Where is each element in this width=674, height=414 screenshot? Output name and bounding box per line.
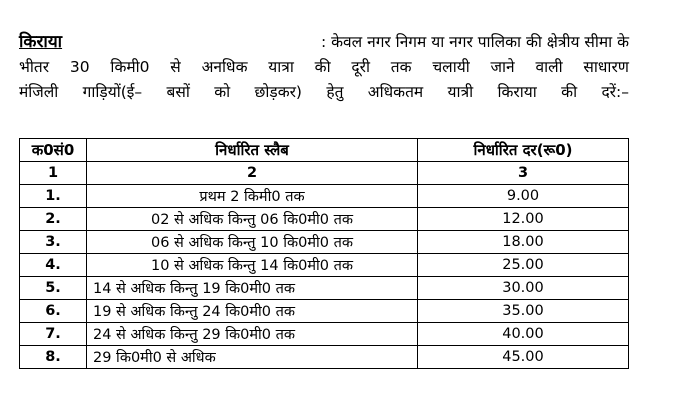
fare-table xyxy=(19,138,629,369)
column-number-1: 1 xyxy=(20,162,87,185)
intro-line-3: मंजिली गाड़ियों(ई– बसों को छोड़कर) हेतु अधिकतम यात्री किराया की दरें:– xyxy=(19,83,629,101)
column-number-3: 3 xyxy=(418,162,629,185)
row-slab: 02 से अधिक किन्तु 06 कि0मी0 तक xyxy=(87,208,418,231)
table-row xyxy=(20,346,629,369)
row-slab: 19 से अधिक किन्तु 24 कि0मी0 तक xyxy=(87,300,418,323)
intro-line-1 xyxy=(19,30,629,55)
row-slab: प्रथम 2 किमी0 तक xyxy=(87,185,418,208)
intro-paragraph xyxy=(19,30,629,105)
intro-line-1-text: : केवल नगर निगम या नगर पालिका की क्षेत्रीय सीमा के xyxy=(320,33,629,51)
row-serial: 5. xyxy=(20,277,87,300)
row-rate: 35.00 xyxy=(418,300,629,323)
row-rate: 45.00 xyxy=(418,346,629,369)
header-rate: निर्धारित दर(रू0) xyxy=(418,139,629,162)
row-serial: 6. xyxy=(20,300,87,323)
header-serial: क0सं0 xyxy=(20,139,87,162)
column-number-2: 2 xyxy=(87,162,418,185)
table-header-row xyxy=(20,139,629,162)
row-serial: 2. xyxy=(20,208,87,231)
row-serial: 3. xyxy=(20,231,87,254)
section-heading: किराया xyxy=(19,32,63,52)
row-slab: 14 से अधिक किन्तु 19 कि0मी0 तक xyxy=(87,277,418,300)
table-row xyxy=(20,208,629,231)
table-row xyxy=(20,185,629,208)
row-slab: 06 से अधिक किन्तु 10 कि0मी0 तक xyxy=(87,231,418,254)
row-rate: 9.00 xyxy=(418,185,629,208)
row-slab: 10 से अधिक किन्तु 14 कि0मी0 तक xyxy=(87,254,418,277)
row-slab: 29 कि0मी0 से अधिक xyxy=(87,346,418,369)
table-row xyxy=(20,300,629,323)
row-serial: 7. xyxy=(20,323,87,346)
row-rate: 18.00 xyxy=(418,231,629,254)
table-row xyxy=(20,231,629,254)
row-rate: 30.00 xyxy=(418,277,629,300)
row-slab: 24 से अधिक किन्तु 29 कि0मी0 तक xyxy=(87,323,418,346)
row-rate: 40.00 xyxy=(418,323,629,346)
row-serial: 4. xyxy=(20,254,87,277)
header-slab: निर्धारित स्लैब xyxy=(87,139,418,162)
table-row xyxy=(20,277,629,300)
row-rate: 12.00 xyxy=(418,208,629,231)
column-number-row xyxy=(20,162,629,185)
row-serial: 8. xyxy=(20,346,87,369)
row-serial: 1. xyxy=(20,185,87,208)
table-row xyxy=(20,254,629,277)
intro-line-2: भीतर 30 किमी0 से अनधिक यात्रा की दूरी तक चलायी जाने वाली साधारण xyxy=(19,58,629,76)
table-row xyxy=(20,323,629,346)
row-rate: 25.00 xyxy=(418,254,629,277)
